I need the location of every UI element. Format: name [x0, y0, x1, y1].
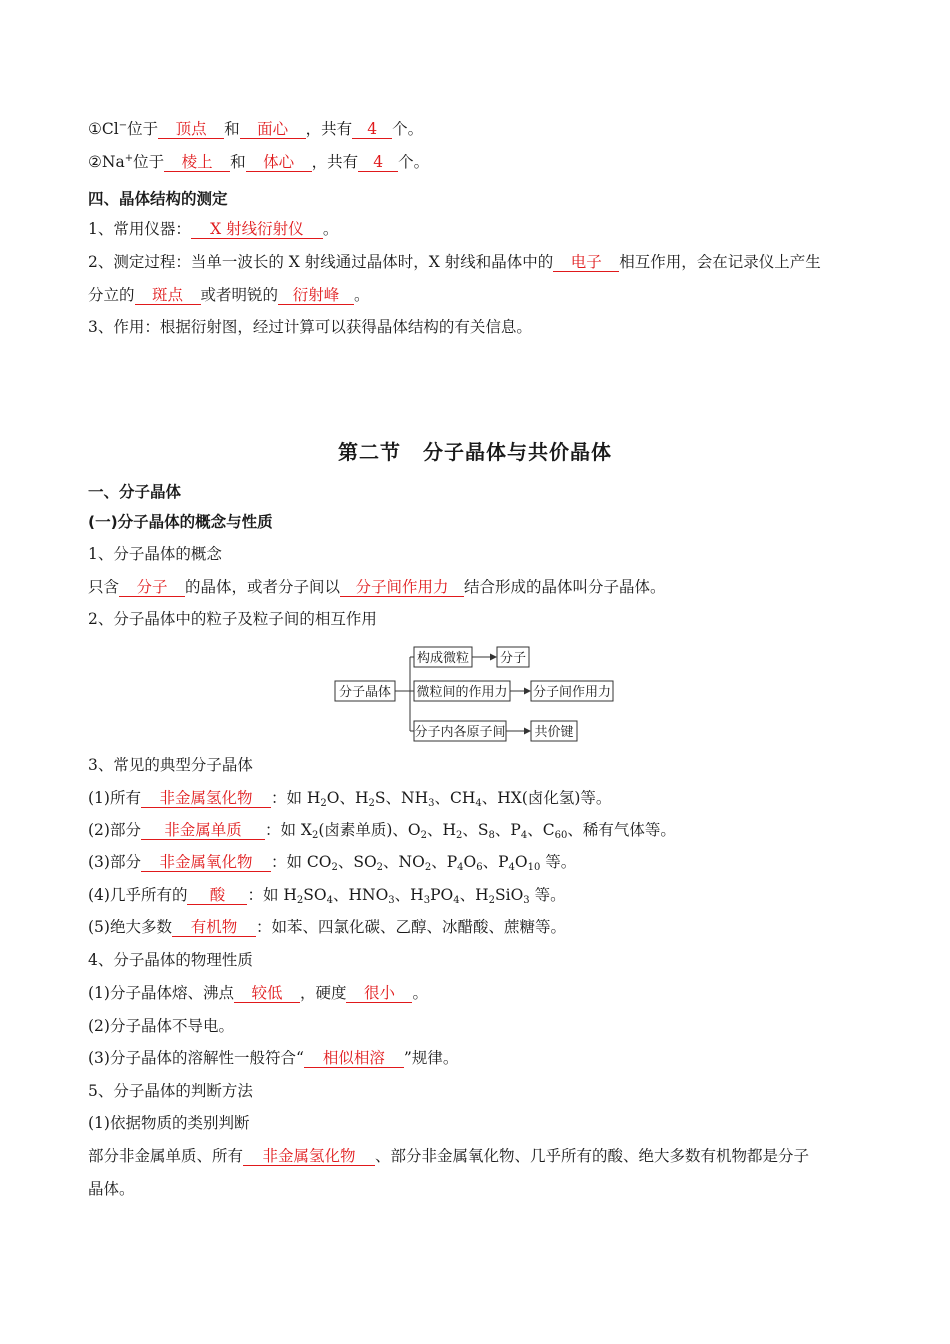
page-title: 第二节 分子晶体与共价晶体: [338, 440, 612, 464]
answer-blank: 顶点: [158, 120, 224, 139]
paragraph: 晶体。: [88, 1180, 135, 1198]
answer-blank: 相似相溶: [304, 1049, 404, 1068]
answer-blank: 较低: [234, 984, 300, 1003]
item-title: 3、常见的典型分子晶体: [88, 756, 253, 774]
paragraph: 3、作用：根据衍射图，经过计算可以获得晶体结构的有关信息。: [88, 318, 532, 336]
answer-blank: 面心: [240, 120, 306, 139]
list-item: (2)部分 非金属单质 ：如 $X_2$(卤素单质)、$O_2$、$H_2$、$S_8$、$P_4$、$C_{60}$、稀有气体等。: [88, 821, 676, 841]
na-position-line: ②Na+位于 棱上 和 体心 ，共有 4 个。: [88, 153, 430, 171]
list-item: (1)分子晶体熔、沸点 较低 ，硬度 很小 。: [88, 984, 428, 1002]
section-heading: 一、分子晶体: [88, 483, 182, 501]
answer-blank: 非金属氧化物: [141, 853, 271, 872]
list-item: (3)部分 非金属氧化物 ：如 $CO_2$、$SO_2$、$NO_2$、$P_4O_6$、$P_4O_{10}$ 等。: [88, 853, 577, 873]
diagram-root: 分子晶体: [338, 685, 392, 700]
answer-blank: 棱上: [164, 153, 230, 172]
answer-blank: 非金属单质: [141, 821, 265, 840]
arrowhead: [524, 688, 531, 695]
diagram-label: 构成微粒: [416, 651, 470, 666]
paragraph: 只含 分子 的晶体，或者分子间以 分子间作用力 结合形成的晶体叫分子晶体。: [88, 578, 666, 596]
answer-blank: 4: [352, 120, 392, 139]
answer-blank: 很小: [346, 984, 412, 1003]
arrowhead: [490, 654, 497, 661]
arrowhead: [524, 728, 531, 735]
diagram-value: 分子间作用力: [532, 685, 612, 700]
list-item: (1)所有 非金属氢化物 ：如 $H_2O$、$H_2S$、$NH_3$、$CH_4$、HX(卤化氢)等。: [88, 789, 612, 809]
list-item: (2)分子晶体不导电。: [88, 1017, 234, 1035]
list-item: (4)几乎所有的 酸 ：如 $H_2SO_4$、$HNO_3$、$H_3PO_4$、$H_2SiO_3$ 等。: [88, 886, 566, 906]
answer-blank: 体心: [246, 153, 312, 172]
item-title: 5、分子晶体的判断方法: [88, 1082, 253, 1100]
subsection-heading: (一)分子晶体的概念与性质: [88, 513, 273, 531]
item-title: 1、分子晶体的概念: [88, 545, 222, 563]
paragraph: 1、常用仪器： X 射线衍射仪 。: [88, 220, 339, 238]
diagram-label: 分子内各原子间: [414, 725, 506, 740]
section-heading: 四、晶体结构的测定: [88, 190, 228, 208]
list-item: (1)依据物质的类别判断: [88, 1114, 250, 1132]
diagram-value: 分子: [499, 651, 527, 666]
diagram-label: 微粒间的作用力: [416, 685, 508, 700]
item-title: 2、分子晶体中的粒子及粒子间的相互作用: [88, 610, 377, 628]
answer-blank: 有机物: [172, 918, 256, 937]
paragraph: 2、测定过程：当单一波长的 X 射线通过晶体时，X 射线和晶体中的 电子 相互作用，会在记录仪上产生: [88, 253, 821, 271]
answer-blank: 衍射峰: [278, 286, 354, 305]
answer-blank: 分子: [119, 578, 185, 597]
molecular-crystal-diagram: [330, 640, 620, 746]
answer-blank: 非金属氢化物: [141, 789, 271, 808]
cl-position-line: ①Cl−位于 顶点 和 面心 ，共有 4 个。: [88, 120, 424, 138]
answer-blank: 4: [358, 153, 398, 172]
answer-blank: 酸: [187, 886, 247, 905]
answer-blank: 非金属氢化物: [243, 1147, 375, 1166]
list-item: (5)绝大多数 有机物 ：如苯、四氯化碳、乙醇、冰醋酸、蔗糖等。: [88, 918, 566, 936]
list-item: (3)分子晶体的溶解性一般符合“ 相似相溶 ”规律。: [88, 1049, 459, 1067]
answer-blank: 电子: [553, 253, 619, 272]
answer-blank: 斑点: [135, 286, 201, 305]
paragraph: 分立的 斑点 或者明锐的 衍射峰 。: [88, 286, 370, 304]
paragraph: 部分非金属单质、所有 非金属氢化物 、部分非金属氧化物、几乎所有的酸、绝大多数有机物都是分子: [88, 1147, 810, 1165]
diagram-value: 共价键: [534, 725, 574, 740]
answer-blank: 分子间作用力: [340, 578, 464, 597]
item-title: 4、分子晶体的物理性质: [88, 951, 253, 969]
answer-blank: X 射线衍射仪: [191, 220, 323, 239]
